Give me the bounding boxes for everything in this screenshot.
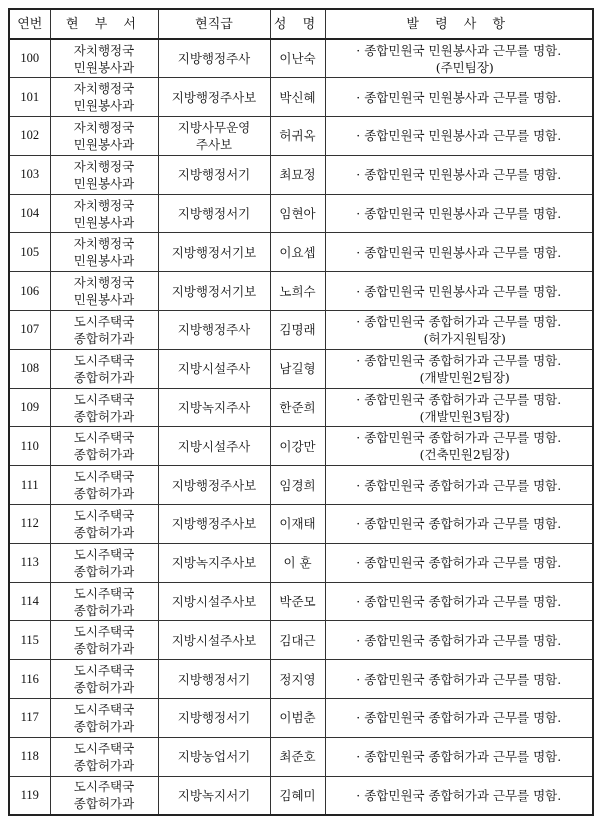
department-division: 종합허가과 bbox=[73, 563, 135, 579]
row-grade bbox=[158, 272, 270, 311]
row-assignment bbox=[325, 505, 593, 544]
row-number: 104 bbox=[9, 194, 50, 233]
grade-line: 지방행정주사 bbox=[177, 322, 251, 338]
grade-line: 지방행정주사보 bbox=[171, 89, 257, 105]
department-bureau: 자치행정국 bbox=[73, 275, 135, 291]
row-department bbox=[50, 699, 158, 738]
row-department bbox=[50, 621, 158, 660]
row-name: 김혜미 bbox=[270, 776, 325, 815]
row-department bbox=[50, 427, 158, 466]
row-number: 117 bbox=[9, 699, 50, 738]
row-department bbox=[50, 311, 158, 350]
table-row bbox=[9, 233, 593, 272]
grade-line: 지방행정서기 bbox=[177, 710, 251, 726]
assignment-text: · 종합민원국 민원봉사과 근무를 명함. bbox=[356, 206, 562, 222]
department-division: 종합허가과 bbox=[73, 680, 135, 696]
row-assignment bbox=[325, 543, 593, 582]
row-name: 남길형 bbox=[270, 349, 325, 388]
table-row bbox=[9, 388, 593, 427]
table-row bbox=[9, 155, 593, 194]
grade-line: 지방행정주사보 bbox=[171, 477, 257, 493]
header-name: 성 명 bbox=[270, 9, 325, 39]
department-division: 민원봉사과 bbox=[73, 253, 135, 269]
row-grade bbox=[158, 621, 270, 660]
row-assignment bbox=[325, 660, 593, 699]
row-number: 111 bbox=[9, 466, 50, 505]
row-grade bbox=[158, 427, 270, 466]
row-assignment bbox=[325, 349, 593, 388]
table-row bbox=[9, 78, 593, 117]
row-assignment bbox=[325, 427, 593, 466]
department-bureau: 도시주택국 bbox=[73, 663, 135, 679]
row-number: 114 bbox=[9, 582, 50, 621]
assignment-position: (개발민원3팀장) bbox=[419, 408, 510, 424]
row-assignment bbox=[325, 78, 593, 117]
assignment-text: · 종합민원국 민원봉사과 근무를 명함. bbox=[356, 128, 562, 144]
row-grade bbox=[158, 78, 270, 117]
department-division: 종합허가과 bbox=[73, 447, 135, 463]
row-name: 허귀옥 bbox=[270, 117, 325, 156]
grade-line-2: 주사보 bbox=[195, 136, 233, 152]
grade-line: 지방사무운영 bbox=[177, 119, 251, 135]
grade-line: 지방시설주사 bbox=[177, 438, 251, 454]
grade-line: 지방행정서기 bbox=[177, 206, 251, 222]
table-row bbox=[9, 311, 593, 350]
row-name: 최준호 bbox=[270, 737, 325, 776]
row-name: 김대근 bbox=[270, 621, 325, 660]
department-bureau: 도시주택국 bbox=[73, 507, 135, 523]
department-division: 종합허가과 bbox=[73, 408, 135, 424]
row-department bbox=[50, 272, 158, 311]
row-name: 정지영 bbox=[270, 660, 325, 699]
grade-line: 지방행정서기 bbox=[177, 671, 251, 687]
row-name: 김명래 bbox=[270, 311, 325, 350]
department-division: 종합허가과 bbox=[73, 369, 135, 385]
row-number: 113 bbox=[9, 543, 50, 582]
row-number: 116 bbox=[9, 660, 50, 699]
grade-line: 지방행정주사보 bbox=[171, 516, 257, 532]
department-bureau: 자치행정국 bbox=[73, 119, 135, 135]
department-bureau: 도시주택국 bbox=[73, 352, 135, 368]
row-name: 이범춘 bbox=[270, 699, 325, 738]
row-grade bbox=[158, 543, 270, 582]
assignment-position: (개발민원2팀장) bbox=[419, 369, 510, 385]
header-grade: 현직급 bbox=[158, 9, 270, 39]
assignment-text: · 종합민원국 민원봉사과 근무를 명함. bbox=[356, 89, 562, 105]
assignment-text: · 종합민원국 종합허가과 근무를 명함. bbox=[356, 710, 562, 726]
department-division: 민원봉사과 bbox=[73, 214, 135, 230]
row-grade bbox=[158, 155, 270, 194]
assignment-text: · 종합민원국 종합허가과 근무를 명함. bbox=[356, 477, 562, 493]
row-grade bbox=[158, 737, 270, 776]
table-row bbox=[9, 272, 593, 311]
row-grade bbox=[158, 194, 270, 233]
row-assignment bbox=[325, 466, 593, 505]
row-number: 110 bbox=[9, 427, 50, 466]
row-department bbox=[50, 543, 158, 582]
row-assignment bbox=[325, 388, 593, 427]
row-grade bbox=[158, 699, 270, 738]
assignment-text: · 종합민원국 민원봉사과 근무를 명함. bbox=[356, 283, 562, 299]
department-division: 종합허가과 bbox=[73, 602, 135, 618]
row-assignment bbox=[325, 699, 593, 738]
row-department bbox=[50, 117, 158, 156]
row-assignment bbox=[325, 272, 593, 311]
assignment-position: (건축민원2팀장) bbox=[419, 447, 510, 463]
row-assignment bbox=[325, 39, 593, 78]
department-bureau: 도시주택국 bbox=[73, 430, 135, 446]
table-row bbox=[9, 543, 593, 582]
header-notes: 발 령 사 항 bbox=[325, 9, 593, 39]
row-department bbox=[50, 660, 158, 699]
table-row bbox=[9, 117, 593, 156]
table-row bbox=[9, 466, 593, 505]
department-bureau: 도시주택국 bbox=[73, 740, 135, 756]
row-name: 이요셉 bbox=[270, 233, 325, 272]
row-department bbox=[50, 233, 158, 272]
grade-line: 지방행정서기보 bbox=[171, 244, 257, 260]
row-number: 105 bbox=[9, 233, 50, 272]
row-name: 이강만 bbox=[270, 427, 325, 466]
row-assignment bbox=[325, 737, 593, 776]
table-row bbox=[9, 699, 593, 738]
table-body bbox=[9, 39, 593, 815]
row-grade bbox=[158, 466, 270, 505]
row-name: 한준희 bbox=[270, 388, 325, 427]
table-row bbox=[9, 505, 593, 544]
grade-line: 지방녹지주사 bbox=[177, 400, 251, 416]
row-number: 106 bbox=[9, 272, 50, 311]
assignment-text: · 종합민원국 종합허가과 근무를 명함. bbox=[356, 555, 562, 571]
row-department bbox=[50, 349, 158, 388]
row-number: 100 bbox=[9, 39, 50, 78]
row-grade bbox=[158, 349, 270, 388]
assignment-text: · 종합민원국 종합허가과 근무를 명함. bbox=[356, 749, 562, 765]
assignment-text: · 종합민원국 종합허가과 근무를 명함. bbox=[356, 313, 562, 329]
table-row bbox=[9, 582, 593, 621]
row-department bbox=[50, 776, 158, 815]
row-grade bbox=[158, 388, 270, 427]
row-assignment bbox=[325, 621, 593, 660]
department-bureau: 자치행정국 bbox=[73, 81, 135, 97]
assignment-text: · 종합민원국 종합허가과 근무를 명함. bbox=[356, 594, 562, 610]
row-department bbox=[50, 388, 158, 427]
department-division: 민원봉사과 bbox=[73, 292, 135, 308]
row-number: 108 bbox=[9, 349, 50, 388]
assignment-text: · 종합민원국 민원봉사과 근무를 명함. bbox=[356, 244, 562, 260]
assignment-position: (허가지원팀장) bbox=[423, 330, 506, 346]
row-assignment bbox=[325, 233, 593, 272]
row-department bbox=[50, 466, 158, 505]
assignment-text: · 종합민원국 종합허가과 근무를 명함. bbox=[356, 671, 562, 687]
assignment-text: · 종합민원국 종합허가과 근무를 명함. bbox=[356, 352, 562, 368]
grade-line: 지방녹지주사보 bbox=[171, 555, 257, 571]
grade-line: 지방행정주사 bbox=[177, 51, 251, 67]
assignment-text: · 종합민원국 민원봉사과 근무를 명함. bbox=[356, 167, 562, 183]
row-department bbox=[50, 737, 158, 776]
department-bureau: 자치행정국 bbox=[73, 236, 135, 252]
department-bureau: 도시주택국 bbox=[73, 313, 135, 329]
table-row bbox=[9, 621, 593, 660]
department-bureau: 자치행정국 bbox=[73, 42, 135, 58]
table-row bbox=[9, 737, 593, 776]
row-assignment bbox=[325, 776, 593, 815]
assignment-text: · 종합민원국 종합허가과 근무를 명함. bbox=[356, 516, 562, 532]
table-row bbox=[9, 660, 593, 699]
row-grade bbox=[158, 39, 270, 78]
row-grade bbox=[158, 505, 270, 544]
department-bureau: 도시주택국 bbox=[73, 701, 135, 717]
assignment-text: · 종합민원국 종합허가과 근무를 명함. bbox=[356, 391, 562, 407]
row-department bbox=[50, 505, 158, 544]
row-name: 박준모 bbox=[270, 582, 325, 621]
grade-line: 지방시설주사보 bbox=[171, 594, 257, 610]
department-division: 민원봉사과 bbox=[73, 59, 135, 75]
header-row bbox=[9, 9, 593, 39]
row-number: 101 bbox=[9, 78, 50, 117]
row-department bbox=[50, 582, 158, 621]
assignment-position: (주민팀장) bbox=[435, 59, 494, 75]
header-dept: 현 부 서 bbox=[50, 9, 158, 39]
row-assignment bbox=[325, 194, 593, 233]
grade-line: 지방행정서기보 bbox=[171, 283, 257, 299]
row-department bbox=[50, 155, 158, 194]
table-row bbox=[9, 194, 593, 233]
row-name: 노희수 bbox=[270, 272, 325, 311]
department-division: 종합허가과 bbox=[73, 718, 135, 734]
assignment-text: · 종합민원국 종합허가과 근무를 명함. bbox=[356, 632, 562, 648]
department-division: 종합허가과 bbox=[73, 757, 135, 773]
row-assignment bbox=[325, 155, 593, 194]
grade-line: 지방녹지서기 bbox=[177, 787, 251, 803]
row-grade bbox=[158, 233, 270, 272]
table-row bbox=[9, 39, 593, 78]
row-grade bbox=[158, 776, 270, 815]
department-bureau: 도시주택국 bbox=[73, 779, 135, 795]
department-division: 민원봉사과 bbox=[73, 98, 135, 114]
row-number: 109 bbox=[9, 388, 50, 427]
row-number: 119 bbox=[9, 776, 50, 815]
row-number: 107 bbox=[9, 311, 50, 350]
department-bureau: 도시주택국 bbox=[73, 391, 135, 407]
row-assignment bbox=[325, 311, 593, 350]
department-division: 민원봉사과 bbox=[73, 136, 135, 152]
grade-line: 지방농업서기 bbox=[177, 749, 251, 765]
table-row bbox=[9, 349, 593, 388]
row-assignment bbox=[325, 582, 593, 621]
row-number: 112 bbox=[9, 505, 50, 544]
row-name: 이 훈 bbox=[270, 543, 325, 582]
header-no: 연번 bbox=[9, 9, 50, 39]
department-bureau: 자치행정국 bbox=[73, 197, 135, 213]
row-number: 102 bbox=[9, 117, 50, 156]
row-grade bbox=[158, 311, 270, 350]
table-row bbox=[9, 427, 593, 466]
assignment-text: · 종합민원국 종합허가과 근무를 명함. bbox=[356, 787, 562, 803]
row-number: 115 bbox=[9, 621, 50, 660]
row-number: 118 bbox=[9, 737, 50, 776]
grade-line: 지방시설주사 bbox=[177, 361, 251, 377]
row-name: 최묘정 bbox=[270, 155, 325, 194]
grade-line: 지방시설주사보 bbox=[171, 632, 257, 648]
row-grade bbox=[158, 660, 270, 699]
row-name: 이재태 bbox=[270, 505, 325, 544]
personnel-table bbox=[8, 8, 594, 816]
row-department bbox=[50, 78, 158, 117]
department-division: 종합허가과 bbox=[73, 524, 135, 540]
department-bureau: 도시주택국 bbox=[73, 585, 135, 601]
grade-line: 지방행정서기 bbox=[177, 167, 251, 183]
row-grade bbox=[158, 117, 270, 156]
row-assignment bbox=[325, 117, 593, 156]
assignment-text: · 종합민원국 민원봉사과 근무를 명함. bbox=[356, 42, 562, 58]
department-bureau: 도시주택국 bbox=[73, 624, 135, 640]
department-bureau: 도시주택국 bbox=[73, 469, 135, 485]
department-bureau: 도시주택국 bbox=[73, 546, 135, 562]
row-grade bbox=[158, 582, 270, 621]
row-department bbox=[50, 39, 158, 78]
table-row bbox=[9, 776, 593, 815]
row-name: 박신혜 bbox=[270, 78, 325, 117]
department-division: 종합허가과 bbox=[73, 330, 135, 346]
department-division: 종합허가과 bbox=[73, 796, 135, 812]
department-division: 민원봉사과 bbox=[73, 175, 135, 191]
row-department bbox=[50, 194, 158, 233]
assignment-text: · 종합민원국 종합허가과 근무를 명함. bbox=[356, 430, 562, 446]
row-name: 이난숙 bbox=[270, 39, 325, 78]
department-division: 종합허가과 bbox=[73, 641, 135, 657]
row-number: 103 bbox=[9, 155, 50, 194]
row-name: 임경희 bbox=[270, 466, 325, 505]
row-name: 임현아 bbox=[270, 194, 325, 233]
department-division: 종합허가과 bbox=[73, 486, 135, 502]
department-bureau: 자치행정국 bbox=[73, 158, 135, 174]
